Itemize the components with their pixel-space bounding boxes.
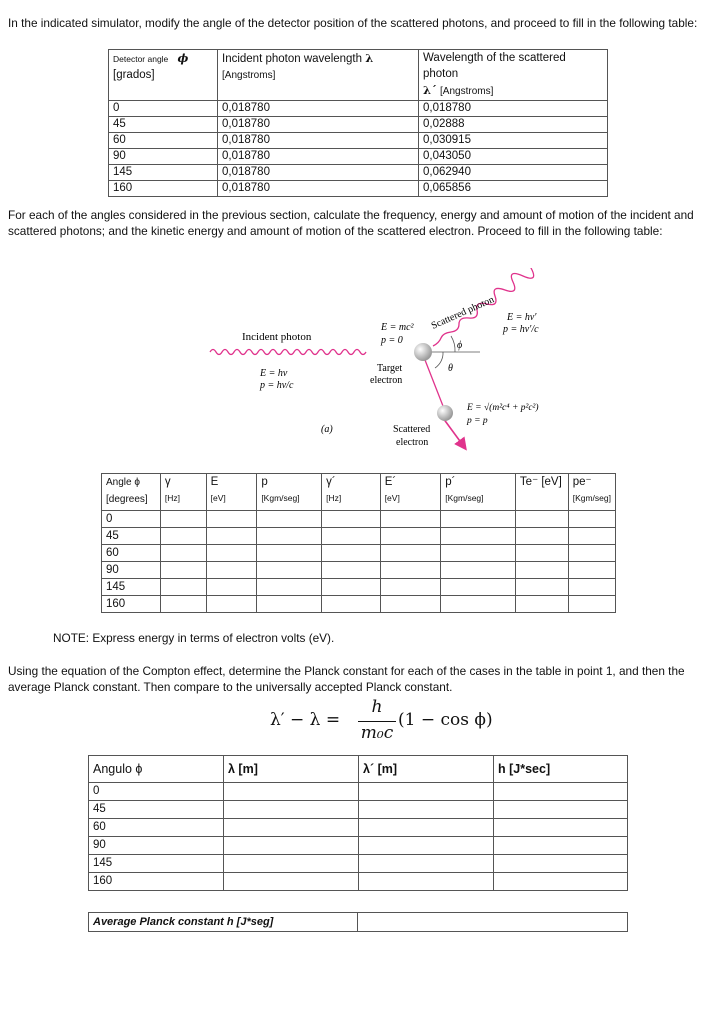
header-momentum: p [Kgm/seg]: [257, 474, 322, 511]
table-row: 160: [102, 596, 616, 613]
table-row: 90 0,018780 0,043050: [109, 149, 608, 165]
table-row: 60: [102, 545, 616, 562]
photon-energy-table: [101, 473, 616, 613]
average-planck-table: [88, 912, 628, 932]
header-scattered-wavelength: Wavelength of the scattered photon λ´ [Angstroms]: [419, 50, 608, 101]
incident-energy: E = hν: [260, 368, 288, 379]
target-electron: [414, 343, 432, 361]
equation-denominator: m₀c: [360, 723, 394, 743]
header-angulo: Angulo ϕ: [89, 756, 224, 783]
electron-momentum: p = p: [467, 416, 488, 426]
header-momentum-prime: p´ [Kgm/seg]: [441, 474, 516, 511]
average-planck-label: Average Planck constant h [J*seg]: [89, 913, 358, 932]
table-row: 45: [102, 528, 616, 545]
header-electron-momentum: pe⁻ [Kgm/seg]: [568, 474, 615, 511]
incident-photon-wave: [210, 350, 366, 355]
electron-energy: E = √(m²c⁴ + p²c²): [467, 403, 539, 413]
header-lambda-prime: λ´ [m]: [359, 756, 494, 783]
table-row: 90: [102, 562, 616, 579]
target-energy: E = mc²: [381, 322, 414, 333]
figure-caption: (a): [321, 424, 333, 435]
table-row: 145 0,018780 0,062940: [109, 165, 608, 181]
header-gamma-prime: γ´ [Hz]: [322, 474, 381, 511]
intro-paragraph-1: In the indicated simulator, modify the angle of the detector position of the scattered photons, and proceed to fill in the following table:: [8, 16, 698, 30]
scattered-energy: E = hν′: [507, 312, 537, 323]
table-row: 45: [89, 801, 628, 819]
fraction-bar: [358, 721, 396, 722]
phi-symbol: ϕ: [457, 340, 463, 351]
header-lambda: λ [m]: [224, 756, 359, 783]
header-planck-h: h [J*sec]: [494, 756, 628, 783]
header-angle: Angle ϕ [degrees]: [102, 474, 161, 511]
intro-paragraph-2: For each of the angles considered in the previous section, calculate the frequency, energy and amount of motion of the incident and scattered photons; and the kinetic energy and amount of motion of the scattered electron. Proceed to fill in the following table:: [8, 208, 694, 238]
header-incident-wavelength: Incident photon wavelength λ [Angstroms]: [218, 50, 419, 101]
table-row: 145: [102, 579, 616, 596]
table-row: 60: [89, 819, 628, 837]
target-label-1: Target: [377, 363, 403, 374]
compton-equation: [270, 697, 510, 749]
header-energy: E [eV]: [206, 474, 257, 511]
header-detector-angle: Detector angle ϕ [grados]: [109, 50, 218, 101]
scattered-momentum: p = hν′/c: [503, 324, 539, 335]
equation-rhs: (1 − cos ϕ): [398, 710, 493, 730]
scattered-photon-label: Scattered photon: [429, 294, 496, 332]
scattered-electron-path: [425, 360, 443, 406]
scattered-electron-arrow: [443, 418, 465, 448]
table-row: 160: [89, 873, 628, 891]
header-kinetic-energy: Te⁻ [eV]: [515, 474, 568, 511]
header-gamma: γ [Hz]: [160, 474, 206, 511]
incident-momentum: p = hν/c: [260, 380, 294, 391]
scattered-electron-ball: [437, 405, 453, 421]
target-label-2: electron: [370, 375, 403, 386]
theta-symbol: θ: [448, 363, 453, 374]
scattered-electron-label-1: Scattered: [393, 424, 431, 435]
table-row: 60 0,018780 0,030915: [109, 133, 608, 149]
wavelength-table: [108, 49, 608, 197]
equation-lhs: λ′ − λ =: [270, 710, 341, 730]
table-row: 0: [89, 783, 628, 801]
average-planck-value[interactable]: [358, 913, 628, 932]
table-row: 90: [89, 837, 628, 855]
table-row: 0: [102, 511, 616, 528]
table-row: 0 0,018780 0,018780: [109, 101, 608, 117]
incident-photon-label: Incident photon: [242, 331, 312, 343]
scattered-electron-label-2: electron: [396, 437, 429, 448]
target-momentum: p = 0: [381, 335, 403, 346]
planck-constant-table: [88, 755, 628, 891]
compton-scattering-diagram: [205, 268, 565, 458]
energy-note: NOTE: Express energy in terms of electron volts (eV).: [53, 631, 335, 645]
table-row: 45 0,018780 0,02888: [109, 117, 608, 133]
header-energy-prime: E´ [eV]: [380, 474, 441, 511]
equation-numerator: h: [371, 697, 383, 717]
intro-paragraph-3: Using the equation of the Compton effect, determine the Planck constant for each of the cases in the table in point 1, and then the average Planck constant. Then compare to the universally accepted Planck constant.: [8, 664, 685, 694]
table-row: 145: [89, 855, 628, 873]
table-row: 160 0,018780 0,065856: [109, 181, 608, 197]
